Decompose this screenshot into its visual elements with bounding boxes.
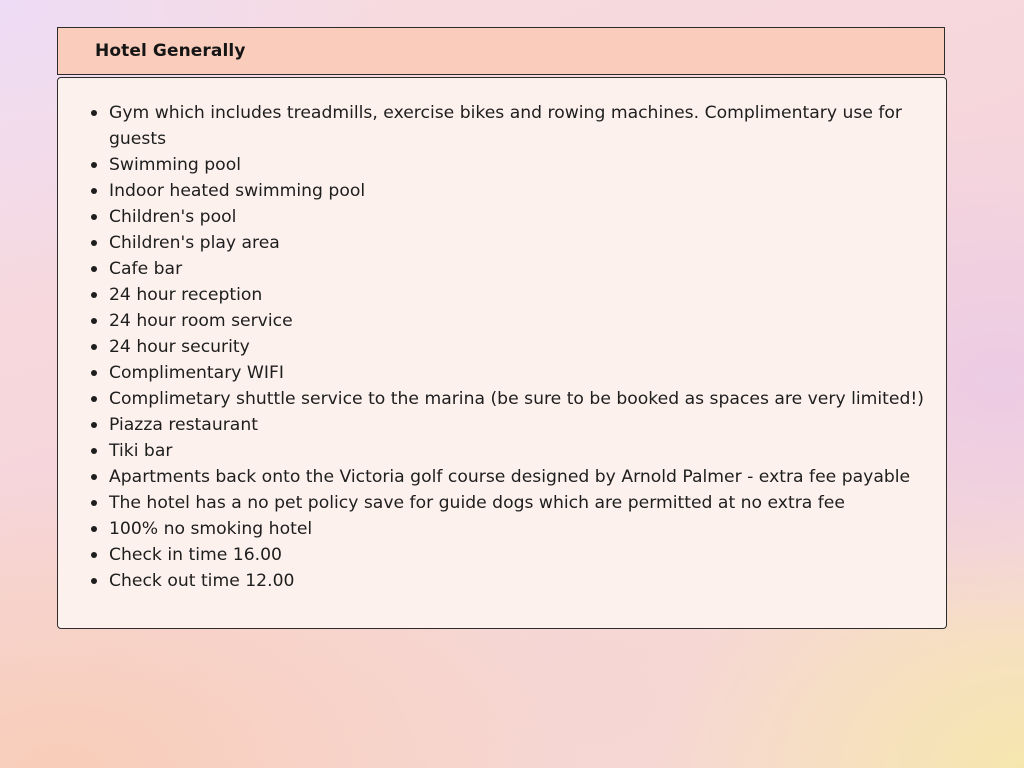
list-item: Gym which includes treadmills, exercise bikes and rowing machines. Complimentary use for guests [109,100,934,152]
list-item: Children's pool [109,204,934,230]
list-item: 100% no smoking hotel [109,516,934,542]
list-item: The hotel has a no pet policy save for guide dogs which are permitted at no extra fee [109,490,934,516]
amenity-list [109,100,934,594]
list-item: Tiki bar [109,438,934,464]
list-item: Check out time 12.00 [109,568,934,594]
section-body [57,77,947,629]
section-header [57,27,945,75]
list-item: Swimming pool [109,152,934,178]
list-item: 24 hour reception [109,282,934,308]
list-item: Complimentary WIFI [109,360,934,386]
list-item: Check in time 16.00 [109,542,934,568]
list-item: Apartments back onto the Victoria golf course designed by Arnold Palmer - extra fee payable [109,464,934,490]
list-item: 24 hour security [109,334,934,360]
list-item: Complimetary shuttle service to the marina (be sure to be booked as spaces are very limited!) [109,386,934,412]
list-item: Cafe bar [109,256,934,282]
list-item: Children's play area [109,230,934,256]
list-item: Indoor heated swimming pool [109,178,934,204]
list-item: 24 hour room service [109,308,934,334]
section-title: Hotel Generally [95,41,246,61]
list-item: Piazza restaurant [109,412,934,438]
